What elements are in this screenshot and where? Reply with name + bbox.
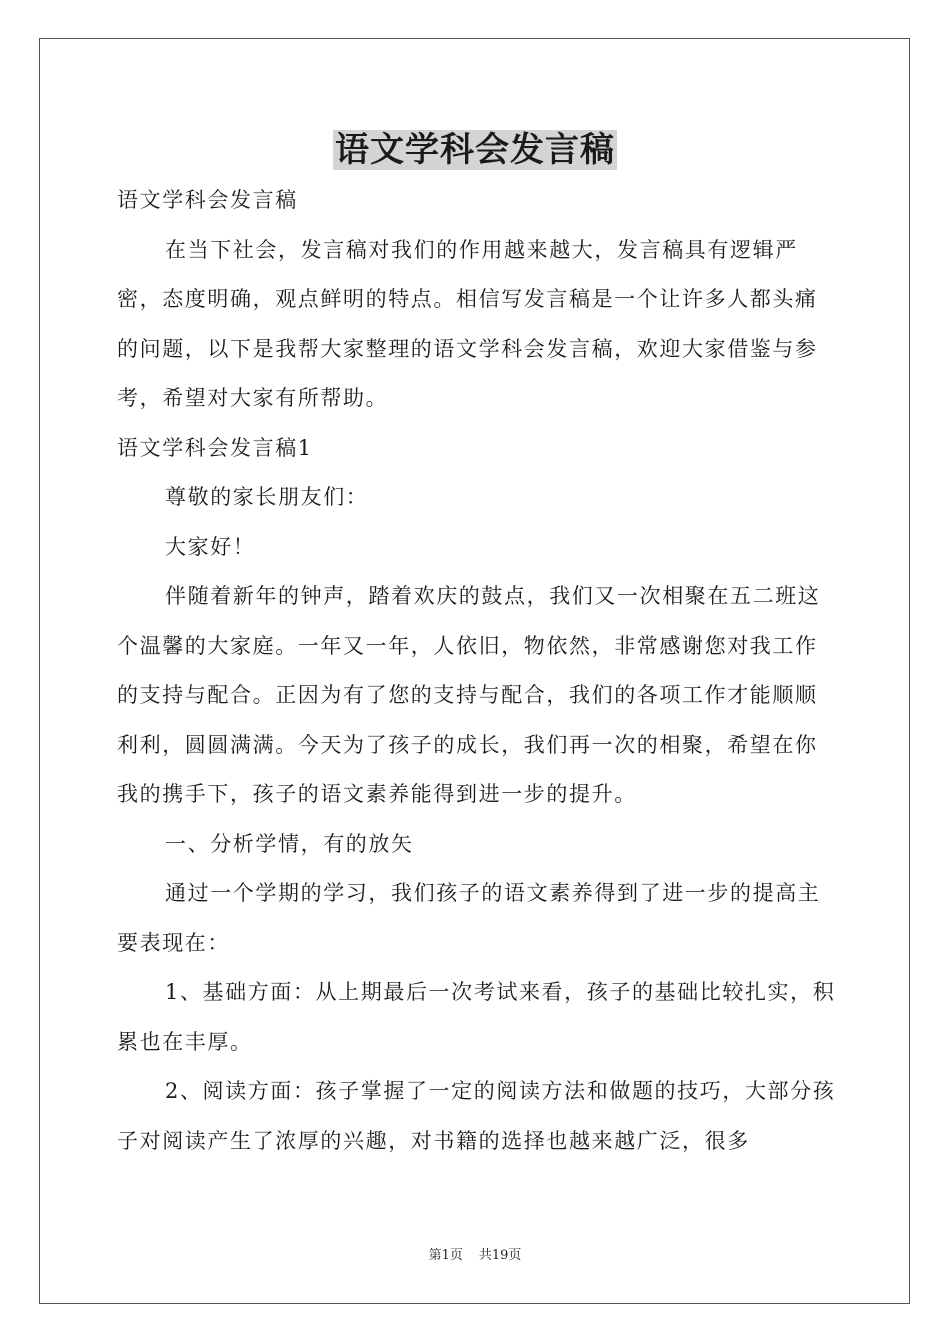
paragraph: 语文学科会发言稿 [117,188,298,212]
paragraph: 2、阅读方面：孩子掌握了一定的阅读方法和做题的技巧，大部分孩子对阅读产生了浓厚的兴趣，对书籍的选择也越来越广泛，很多 [117,1079,836,1153]
page-total: 共19页 [478,1248,522,1263]
paragraph: 一、分析学情，有的放矢 [165,831,414,856]
paragraph: 1、基础方面：从上期最后一次考试来看，孩子的基础比较扎实，积累也在丰厚。 [117,980,836,1054]
paragraph: 在当下社会，发言稿对我们的作用越来越大，发言稿具有逻辑严密，态度明确，观点鲜明的特点。相信写发言稿是一个让许多人都头痛的问题，以下是我帮大家整理的语文学科会发言稿，欢迎大家借鉴与参考，希望对大家有所帮助。 [117,237,818,410]
paragraph: 通过一个学期的学习，我们孩子的语文素养得到了进一步的提高主要表现在： [117,881,821,955]
paragraph: 伴随着新年的钟声，踏着欢庆的鼓点，我们又一次相聚在五二班这个温馨的大家庭。一年又一年，人依旧，物依然，非常感谢您对我工作的支持与配合。正因为有了您的支持与配合，我们的各项工作才能顺顺利利，圆圆满满。今天为了孩子的成长，我们再一次的相聚，希望在你我的携手下，孩子的语文素养能得到进一步的提升。 [117,584,821,806]
page-footer [0,1247,950,1265]
paragraph: 语文学科会发言稿1 [117,435,313,460]
document-title [0,128,950,172]
paragraph: 尊敬的家长朋友们： [165,485,369,509]
paragraph: 大家好！ [165,534,256,559]
document-body [117,176,837,1166]
document-title-text: 语文学科会发言稿 [335,130,615,170]
page-number: 第1页 [428,1248,463,1263]
